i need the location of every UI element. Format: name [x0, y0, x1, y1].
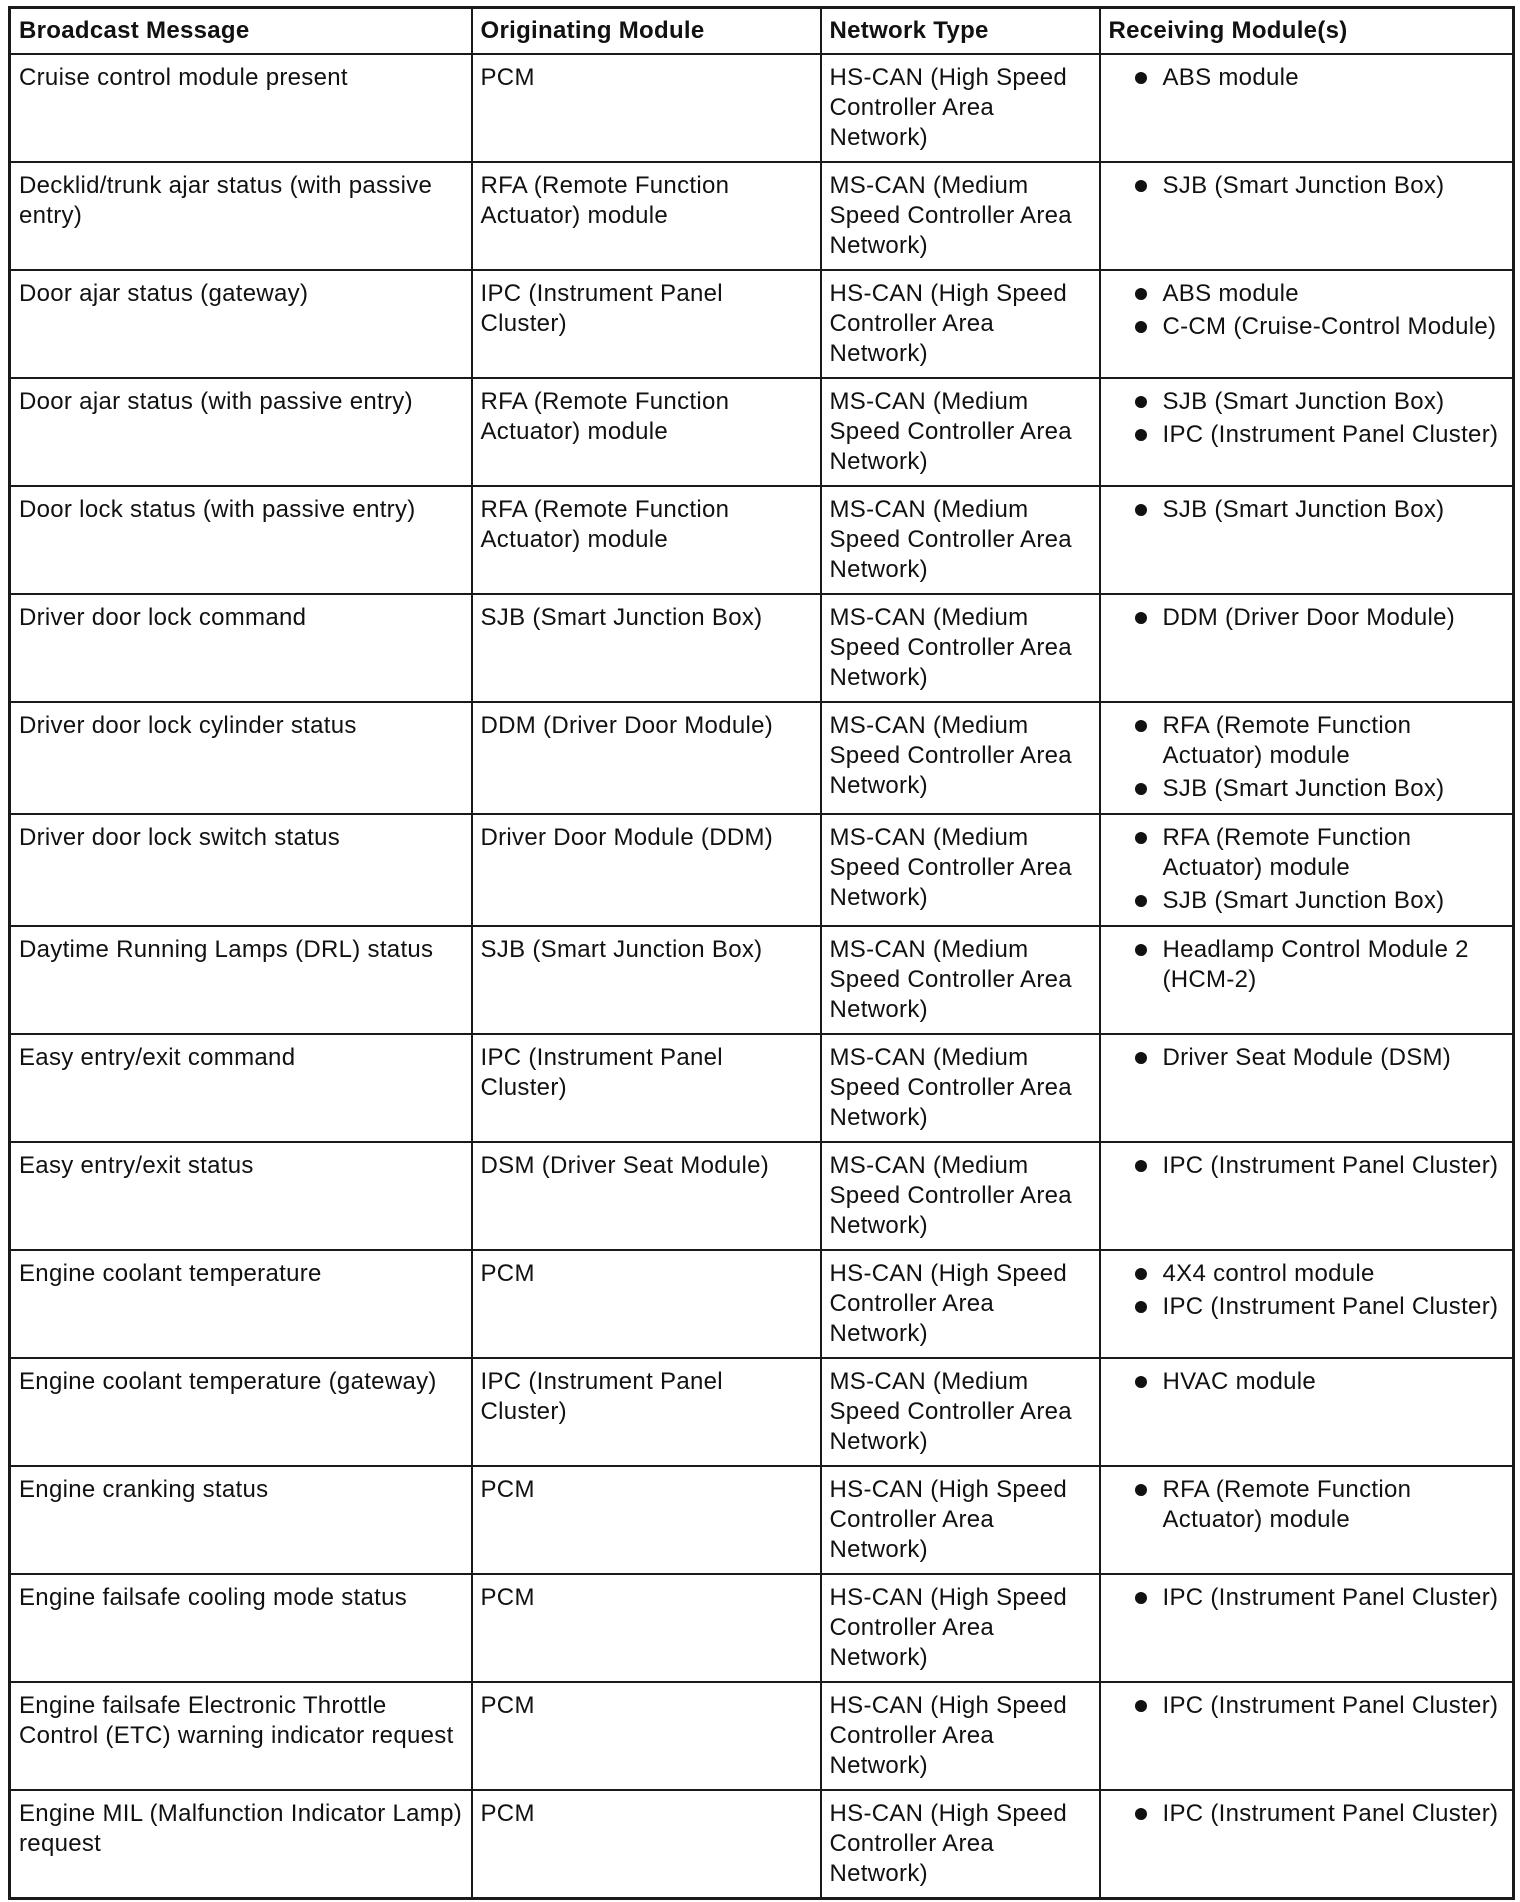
table-row: [10, 1574, 1514, 1682]
originating-module-cell: PCM: [472, 1250, 821, 1358]
receiving-module-item: [1135, 279, 1505, 309]
table-row: [10, 1250, 1514, 1358]
receiving-modules-list: [1109, 1151, 1505, 1181]
receiving-module-item: [1135, 603, 1505, 633]
receiving-module-label: SJB (Smart Junction Box): [1162, 172, 1445, 199]
originating-module-cell: SJB (Smart Junction Box): [472, 926, 821, 1034]
broadcast-message-cell: Easy entry/exit command: [10, 1034, 472, 1142]
receiving-modules-list: [1109, 1475, 1505, 1535]
broadcast-message-cell: Engine coolant temperature (gateway): [10, 1358, 472, 1466]
bullet-icon: [1135, 1592, 1147, 1604]
bullet-icon: [1135, 72, 1147, 84]
receiving-module-label: DDM (Driver Door Module): [1162, 604, 1456, 631]
network-type-cell: HS-CAN (High Speed Controller Area Network): [821, 1682, 1100, 1790]
receiving-module-item: [1135, 1292, 1505, 1322]
receiving-module-item: [1135, 63, 1505, 93]
network-type-cell: HS-CAN (High Speed Controller Area Network): [821, 1790, 1100, 1898]
broadcast-message-table: [8, 6, 1515, 1900]
originating-module-cell: Driver Door Module (DDM): [472, 814, 821, 926]
receiving-module-label: ABS module: [1162, 280, 1299, 307]
network-type-cell: MS-CAN (Medium Speed Controller Area Network): [821, 378, 1100, 486]
receiving-modules-cell: [1100, 270, 1514, 378]
table-row: [10, 378, 1514, 486]
bullet-icon: [1135, 1808, 1147, 1820]
network-type-cell: MS-CAN (Medium Speed Controller Area Network): [821, 486, 1100, 594]
receiving-modules-list: [1109, 1259, 1505, 1322]
receiving-module-item: [1135, 1043, 1505, 1073]
receiving-modules-list: [1109, 1367, 1505, 1397]
receiving-module-item: [1135, 1259, 1505, 1289]
broadcast-message-cell: Door ajar status (gateway): [10, 270, 472, 378]
broadcast-message-cell: Daytime Running Lamps (DRL) status: [10, 926, 472, 1034]
receiving-module-label: IPC (Instrument Panel Cluster): [1162, 1584, 1499, 1611]
receiving-modules-cell: [1100, 486, 1514, 594]
receiving-module-label: Headlamp Control Module 2 (HCM-2): [1162, 936, 1469, 993]
receiving-modules-list: [1109, 1799, 1505, 1829]
originating-module-cell: DSM (Driver Seat Module): [472, 1142, 821, 1250]
broadcast-message-cell: Engine coolant temperature: [10, 1250, 472, 1358]
bullet-icon: [1135, 288, 1147, 300]
bullet-icon: [1135, 1268, 1147, 1280]
table-row: [10, 926, 1514, 1034]
receiving-module-label: C-CM (Cruise-Control Module): [1162, 313, 1497, 340]
broadcast-message-cell: Engine failsafe cooling mode status: [10, 1574, 472, 1682]
table-row: [10, 54, 1514, 162]
receiving-module-label: Driver Seat Module (DSM): [1162, 1044, 1452, 1071]
network-type-cell: HS-CAN (High Speed Controller Area Network): [821, 270, 1100, 378]
broadcast-message-cell: Driver door lock command: [10, 594, 472, 702]
receiving-module-item: [1135, 1583, 1505, 1613]
receiving-module-item: [1135, 420, 1505, 450]
receiving-modules-cell: [1100, 1250, 1514, 1358]
receiving-modules-cell: [1100, 1682, 1514, 1790]
header-network-type: Network Type: [821, 8, 1100, 55]
network-type-cell: MS-CAN (Medium Speed Controller Area Network): [821, 1142, 1100, 1250]
header-receiving-modules: Receiving Module(s): [1100, 8, 1514, 55]
bullet-icon: [1135, 944, 1147, 956]
network-type-cell: MS-CAN (Medium Speed Controller Area Network): [821, 702, 1100, 814]
receiving-module-label: RFA (Remote Function Actuator) module: [1162, 712, 1412, 769]
originating-module-cell: IPC (Instrument Panel Cluster): [472, 1358, 821, 1466]
receiving-modules-cell: [1100, 594, 1514, 702]
header-originating-module: Originating Module: [472, 8, 821, 55]
network-type-cell: MS-CAN (Medium Speed Controller Area Network): [821, 1358, 1100, 1466]
broadcast-message-cell: Decklid/trunk ajar status (with passive entry): [10, 162, 472, 270]
originating-module-cell: IPC (Instrument Panel Cluster): [472, 270, 821, 378]
receiving-module-label: IPC (Instrument Panel Cluster): [1162, 1293, 1499, 1320]
bullet-icon: [1135, 1052, 1147, 1064]
bullet-icon: [1135, 429, 1147, 441]
originating-module-cell: DDM (Driver Door Module): [472, 702, 821, 814]
table-row: [10, 486, 1514, 594]
receiving-module-label: SJB (Smart Junction Box): [1162, 388, 1445, 415]
originating-module-cell: SJB (Smart Junction Box): [472, 594, 821, 702]
bullet-icon: [1135, 720, 1147, 732]
network-type-cell: MS-CAN (Medium Speed Controller Area Network): [821, 814, 1100, 926]
table-row: [10, 1034, 1514, 1142]
originating-module-cell: RFA (Remote Function Actuator) module: [472, 486, 821, 594]
receiving-modules-cell: [1100, 1142, 1514, 1250]
receiving-modules-list: [1109, 1691, 1505, 1721]
originating-module-cell: RFA (Remote Function Actuator) module: [472, 162, 821, 270]
receiving-modules-list: [1109, 171, 1505, 201]
broadcast-message-cell: Engine MIL (Malfunction Indicator Lamp) request: [10, 1790, 472, 1898]
broadcast-message-cell: Door lock status (with passive entry): [10, 486, 472, 594]
receiving-modules-list: [1109, 63, 1505, 93]
network-type-cell: MS-CAN (Medium Speed Controller Area Network): [821, 1034, 1100, 1142]
network-type-cell: HS-CAN (High Speed Controller Area Network): [821, 1466, 1100, 1574]
bullet-icon: [1135, 1700, 1147, 1712]
header-broadcast-message: Broadcast Message: [10, 8, 472, 55]
broadcast-message-cell: Driver door lock switch status: [10, 814, 472, 926]
broadcast-message-cell: Cruise control module present: [10, 54, 472, 162]
bullet-icon: [1135, 180, 1147, 192]
receiving-module-item: [1135, 1691, 1505, 1721]
receiving-modules-cell: [1100, 378, 1514, 486]
bullet-icon: [1135, 1376, 1147, 1388]
broadcast-message-cell: Driver door lock cylinder status: [10, 702, 472, 814]
receiving-modules-list: [1109, 495, 1505, 525]
receiving-module-item: [1135, 886, 1505, 916]
receiving-module-item: [1135, 823, 1505, 883]
receiving-modules-cell: [1100, 814, 1514, 926]
originating-module-cell: PCM: [472, 1790, 821, 1898]
receiving-modules-list: [1109, 1043, 1505, 1073]
receiving-modules-list: [1109, 935, 1505, 995]
receiving-module-label: RFA (Remote Function Actuator) module: [1162, 824, 1412, 881]
receiving-module-item: [1135, 1151, 1505, 1181]
receiving-module-label: SJB (Smart Junction Box): [1162, 887, 1445, 914]
network-type-cell: HS-CAN (High Speed Controller Area Network): [821, 1574, 1100, 1682]
receiving-modules-cell: [1100, 54, 1514, 162]
network-type-cell: HS-CAN (High Speed Controller Area Network): [821, 54, 1100, 162]
receiving-modules-list: [1109, 1583, 1505, 1613]
receiving-module-label: IPC (Instrument Panel Cluster): [1162, 1152, 1499, 1179]
receiving-modules-list: [1109, 711, 1505, 804]
receiving-modules-list: [1109, 603, 1505, 633]
receiving-module-label: 4X4 control module: [1162, 1260, 1375, 1287]
table-row: [10, 1466, 1514, 1574]
receiving-module-item: [1135, 495, 1505, 525]
receiving-modules-list: [1109, 823, 1505, 916]
receiving-module-item: [1135, 312, 1505, 342]
receiving-module-label: IPC (Instrument Panel Cluster): [1162, 1800, 1499, 1827]
receiving-modules-cell: [1100, 1574, 1514, 1682]
bullet-icon: [1135, 895, 1147, 907]
receiving-module-label: SJB (Smart Junction Box): [1162, 775, 1445, 802]
receiving-module-item: [1135, 711, 1505, 771]
receiving-module-label: ABS module: [1162, 64, 1299, 91]
header-row: [10, 8, 1514, 55]
network-type-cell: MS-CAN (Medium Speed Controller Area Network): [821, 926, 1100, 1034]
originating-module-cell: PCM: [472, 54, 821, 162]
receiving-module-item: [1135, 1367, 1505, 1397]
bullet-icon: [1135, 783, 1147, 795]
table-row: [10, 702, 1514, 814]
table-row: [10, 1358, 1514, 1466]
receiving-module-label: RFA (Remote Function Actuator) module: [1162, 1476, 1412, 1533]
receiving-module-label: HVAC module: [1162, 1368, 1317, 1395]
broadcast-message-cell: Door ajar status (with passive entry): [10, 378, 472, 486]
bullet-icon: [1135, 1301, 1147, 1313]
receiving-modules-cell: [1100, 1790, 1514, 1898]
table-row: [10, 270, 1514, 378]
receiving-module-label: IPC (Instrument Panel Cluster): [1162, 1692, 1499, 1719]
network-type-cell: HS-CAN (High Speed Controller Area Network): [821, 1250, 1100, 1358]
receiving-module-label: SJB (Smart Junction Box): [1162, 496, 1445, 523]
bullet-icon: [1135, 504, 1147, 516]
receiving-modules-cell: [1100, 1034, 1514, 1142]
originating-module-cell: IPC (Instrument Panel Cluster): [472, 1034, 821, 1142]
receiving-modules-cell: [1100, 702, 1514, 814]
receiving-module-item: [1135, 935, 1505, 995]
table-body: [10, 54, 1514, 1898]
receiving-module-label: IPC (Instrument Panel Cluster): [1162, 421, 1499, 448]
broadcast-message-cell: Easy entry/exit status: [10, 1142, 472, 1250]
receiving-module-item: [1135, 774, 1505, 804]
receiving-modules-list: [1109, 279, 1505, 342]
broadcast-message-cell: Engine failsafe Electronic Throttle Control (ETC) warning indicator request: [10, 1682, 472, 1790]
table-row: [10, 1142, 1514, 1250]
originating-module-cell: PCM: [472, 1682, 821, 1790]
receiving-modules-cell: [1100, 162, 1514, 270]
table-row: [10, 1682, 1514, 1790]
originating-module-cell: PCM: [472, 1574, 821, 1682]
broadcast-message-cell: Engine cranking status: [10, 1466, 472, 1574]
bullet-icon: [1135, 832, 1147, 844]
bullet-icon: [1135, 396, 1147, 408]
bullet-icon: [1135, 1484, 1147, 1496]
originating-module-cell: PCM: [472, 1466, 821, 1574]
originating-module-cell: RFA (Remote Function Actuator) module: [472, 378, 821, 486]
bullet-icon: [1135, 1160, 1147, 1172]
receiving-modules-cell: [1100, 1358, 1514, 1466]
table-row: [10, 814, 1514, 926]
network-type-cell: MS-CAN (Medium Speed Controller Area Network): [821, 594, 1100, 702]
bullet-icon: [1135, 612, 1147, 624]
bullet-icon: [1135, 321, 1147, 333]
receiving-modules-cell: [1100, 926, 1514, 1034]
receiving-module-item: [1135, 171, 1505, 201]
receiving-module-item: [1135, 387, 1505, 417]
receiving-modules-list: [1109, 387, 1505, 450]
table-row: [10, 162, 1514, 270]
receiving-module-item: [1135, 1475, 1505, 1535]
table-row: [10, 594, 1514, 702]
network-type-cell: MS-CAN (Medium Speed Controller Area Network): [821, 162, 1100, 270]
table-row: [10, 1790, 1514, 1898]
receiving-modules-cell: [1100, 1466, 1514, 1574]
receiving-module-item: [1135, 1799, 1505, 1829]
